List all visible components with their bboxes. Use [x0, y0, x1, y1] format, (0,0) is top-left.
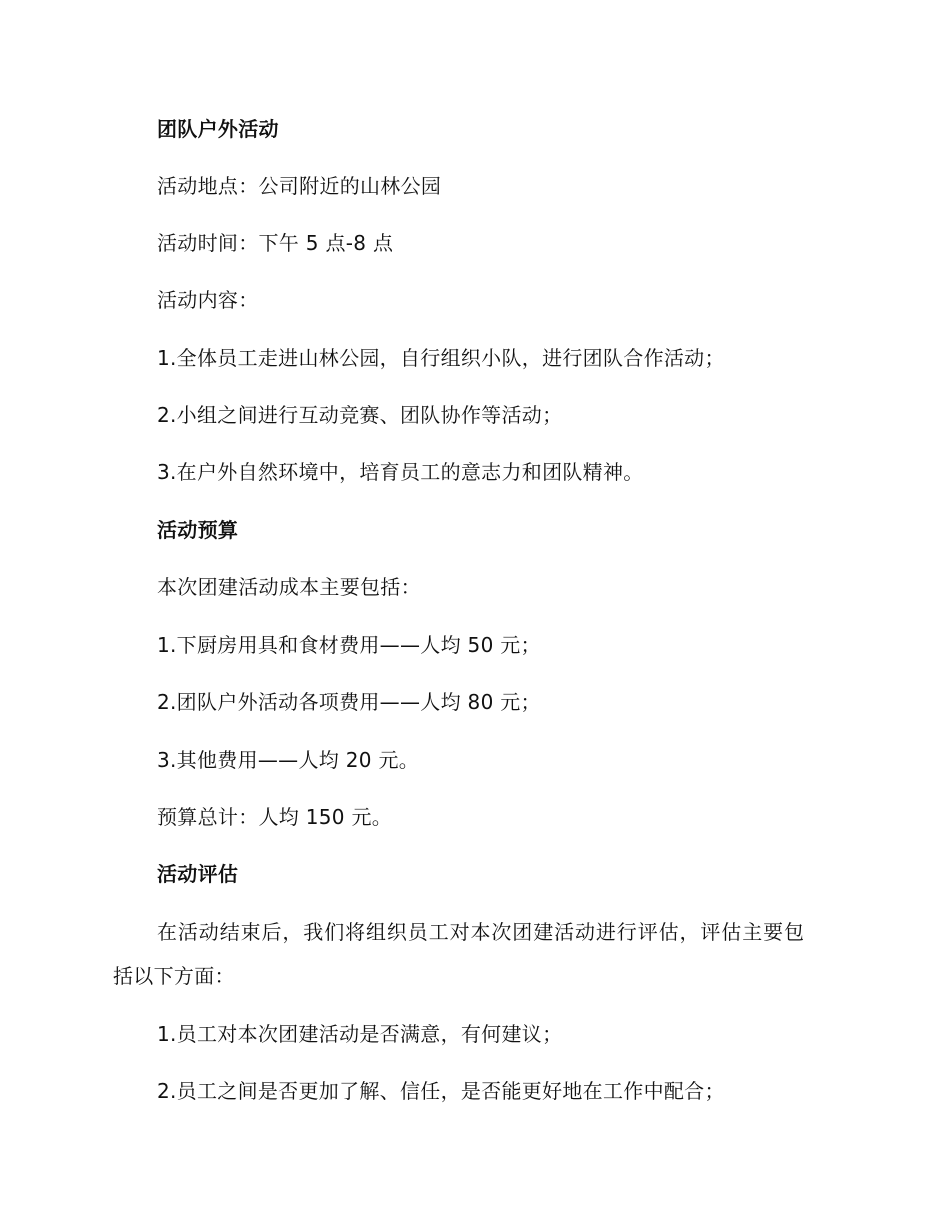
section-heading-budget: 活动预算: [157, 518, 239, 542]
section-heading-evaluation: 活动评估: [157, 862, 239, 886]
evaluation-item: 1.员工对本次团建活动是否满意，有何建议；: [157, 1022, 563, 1046]
activity-time: 活动时间：下午 5 点-8 点: [157, 231, 394, 255]
evaluation-intro-line2: 括以下方面：: [113, 964, 235, 988]
outdoor-item: 2.小组之间进行互动竞赛、团队协作等活动；: [157, 403, 563, 427]
outdoor-item: 1.全体员工走进山林公园，自行组织小队，进行团队合作活动；: [157, 346, 725, 370]
evaluation-item: 2.员工之间是否更加了解、信任，是否能更好地在工作中配合；: [157, 1079, 725, 1103]
budget-total: 预算总计：人均 150 元。: [157, 805, 393, 829]
budget-item: 3.其他费用——人均 20 元。: [157, 748, 420, 772]
evaluation-intro-line1: 在活动结束后，我们将组织员工对本次团建活动进行评估，评估主要包: [157, 920, 805, 944]
section-heading-outdoor: 团队户外活动: [157, 117, 279, 141]
activity-location: 活动地点：公司附近的山林公园: [157, 174, 442, 198]
activity-content-label: 活动内容：: [157, 288, 259, 312]
budget-item: 2.团队户外活动各项费用——人均 80 元；: [157, 690, 541, 714]
budget-intro: 本次团建活动成本主要包括：: [157, 575, 421, 599]
budget-item: 1.下厨房用具和食材费用——人均 50 元；: [157, 633, 541, 657]
outdoor-item: 3.在户外自然环境中，培育员工的意志力和团队精神。: [157, 460, 644, 484]
